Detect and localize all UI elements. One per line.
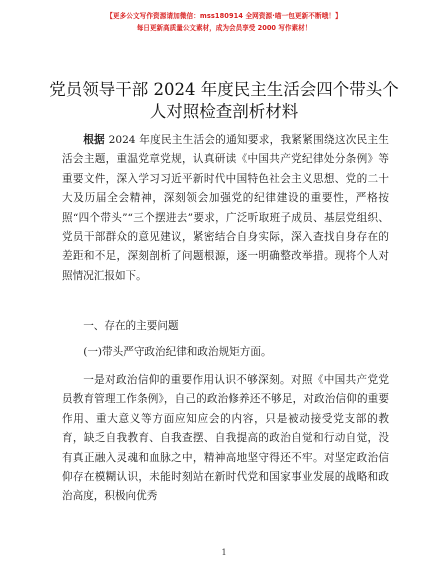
promo-banner-line-2: 每日更新高质量公文素材，成为会员享受 2000 写作素材！ <box>136 24 312 32</box>
section-heading: 一、存在的主要问题 <box>83 320 179 332</box>
promo-banner-line-1: 【更多公文写作资源请加微信：mss180914 全网资源·喵一包更新不断哦！】 <box>106 12 342 20</box>
intro-lead-word: 根据 <box>83 134 105 146</box>
subsection-heading: (一)带头严守政治纪律和政治规矩方面。 <box>83 346 272 358</box>
intro-paragraph-text: 2024 年度民主生活会的通知要求，我紧紧围绕这次民主生活会主题，重温党章党规，认真研读《中国共产党纪律处分条例》等重要文件，深入学习习近平新时代中国特色社会主义思想、党的二十大及历届全会精神，深刻领会加强党的纪律建设的重要性，严格按照“四个带头”“三个摆进去”要求，广泛听取班子成员、基层党组织、党员干部群众的意见建议，紧密结合自身实际，深入查找自身存在的差距和不足，深刻剖析了问题根源，逐一明确整改举措。现将个人对照情况汇报如下。 <box>62 134 389 282</box>
page-number: 1 <box>221 548 227 557</box>
document-title-line-1: 党员领导干部 2024 年度民主生活会四个带头个 <box>49 80 399 99</box>
intro-paragraph <box>62 131 389 286</box>
document-title-line-2: 人对照检查剖析材料 <box>149 102 299 121</box>
body-paragraph: 一是对政治信仰的重要作用认识不够深刻。对照《中国共产党党员教育管理工作条例》，自己的政治修养还不够足，对政治信仰的重要作用、重大意义等方面应知应会的内容，只是被动接受党支部的教育，缺乏自我教育、自我查摆、自我提高的政治自觉和行动自觉，没有真正融入灵魂和血脉之中，精神高地坚守得还不牢。对坚定政治信仰存在模糊认识，未能时刻站在新时代党和国家事业发展的战略和政治高度，积极向优秀 <box>62 374 389 503</box>
